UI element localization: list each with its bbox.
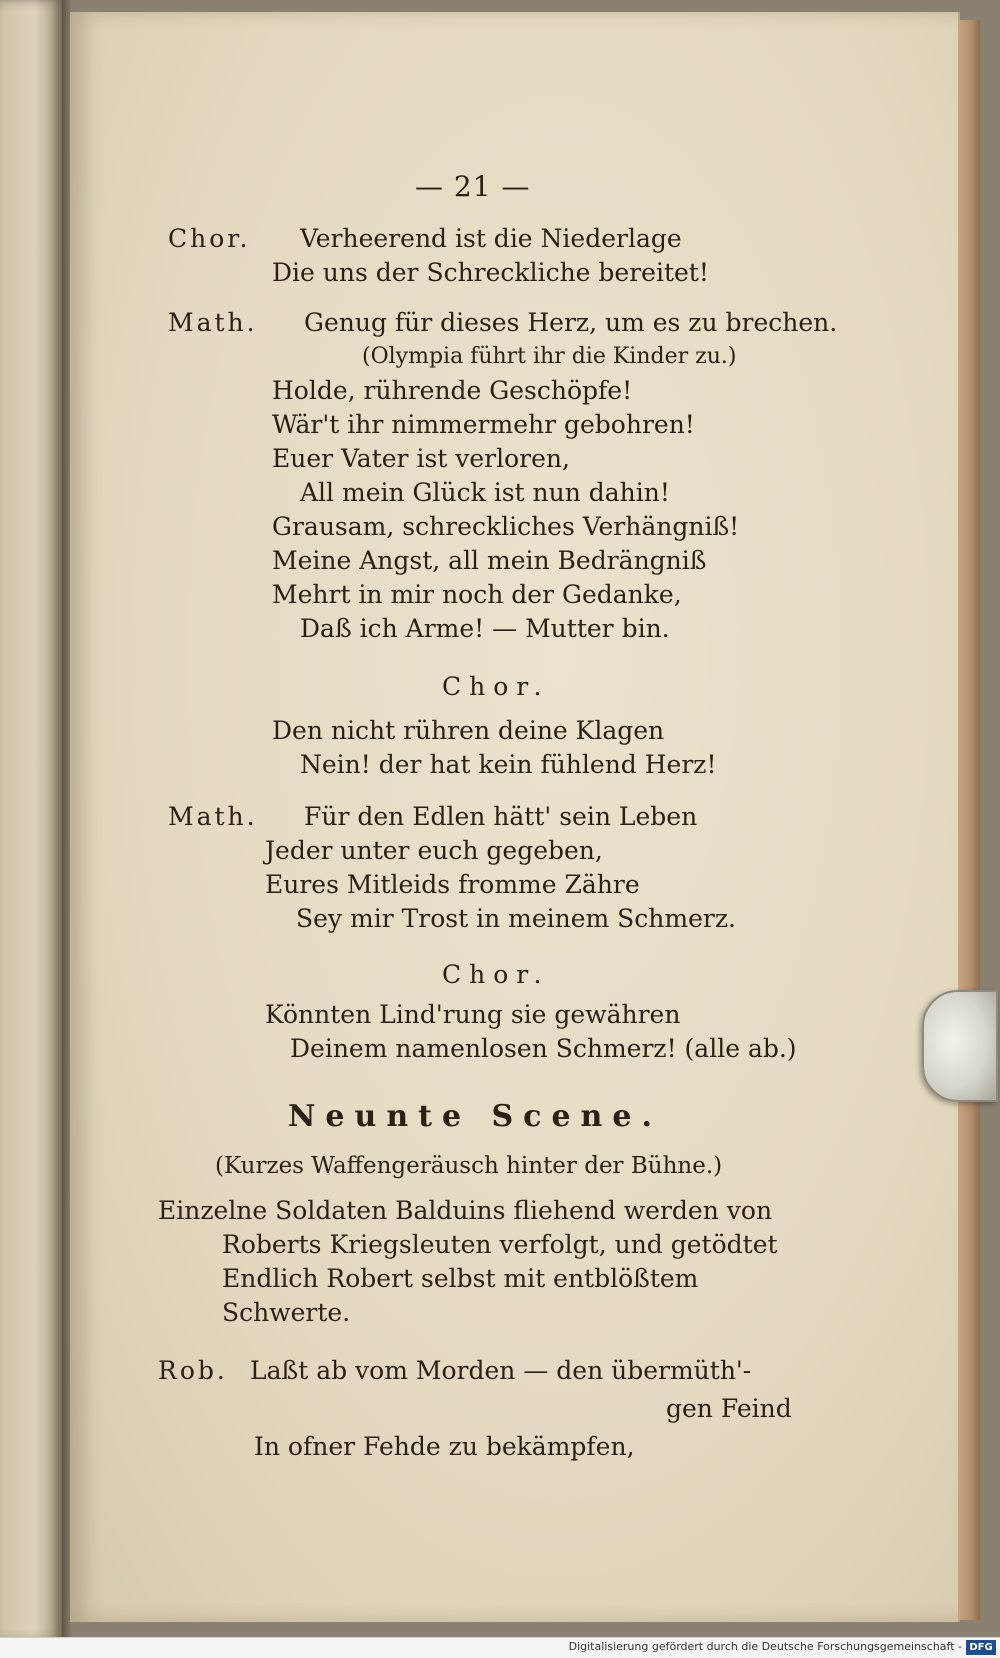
verse-line: gen Feind <box>666 1394 792 1423</box>
verse-line: Könnten Lind'rung sie gewähren <box>265 1000 681 1029</box>
digitization-footer <box>0 1637 1000 1658</box>
verse-line: Die uns der Schreckliche bereitet! <box>272 258 709 287</box>
verse-line: In ofner Fehde zu bekämpfen, <box>254 1432 635 1461</box>
verse-line: Wär't ihr nimmermehr gebohren! <box>272 410 695 439</box>
verse-line: Den nicht rühren deine Klagen <box>272 716 665 745</box>
scene-description-line: Roberts Kriegsleuten verfolgt, und getödtet <box>222 1230 778 1259</box>
footer-credit: Digitalisierung gefördert durch die Deutsche Forschungsgemeinschaft - <box>568 1640 962 1653</box>
verse-line: Holde, rührende Geschöpfe! <box>272 376 633 405</box>
speaker-rob: Rob. <box>158 1356 228 1385</box>
verse-line: Sey mir Trost in meinem Schmerz. <box>296 904 736 933</box>
page-block-edge <box>958 20 980 1620</box>
verse-line: Laßt ab vom Morden — den übermüth'- <box>250 1356 752 1385</box>
verse-line: Mehrt in mir noch der Gedanke, <box>272 580 682 609</box>
left-page-edge <box>0 0 62 1640</box>
verse-line: Jeder unter euch gegeben, <box>265 836 603 865</box>
speaker-chor: Chor. <box>442 960 550 989</box>
speaker-math: Math. <box>168 308 258 337</box>
verse-line: Verheerend ist die Niederlage <box>300 224 682 253</box>
speaker-chor: Chor. <box>442 672 550 701</box>
verse-line: Meine Angst, all mein Bedrängniß <box>272 546 707 575</box>
verse-line: Für den Edlen hätt' sein Leben <box>304 802 698 831</box>
scene-description-line: Schwerte. <box>222 1298 351 1327</box>
verse-line: Nein! der hat kein fühlend Herz! <box>300 750 717 779</box>
speaker-math: Math. <box>168 802 258 831</box>
stage-direction: (Kurzes Waffengeräusch hinter der Bühne.) <box>215 1153 723 1179</box>
speaker-chor: Chor. <box>168 224 251 253</box>
verse-line: Eures Mitleids fromme Zähre <box>265 870 640 899</box>
scene-description-line: Endlich Robert selbst mit entblößtem <box>222 1264 699 1293</box>
verse-line: All mein Glück ist nun dahin! <box>300 478 670 507</box>
verse-line: Grausam, schreckliches Verhängniß! <box>272 512 740 541</box>
scene-title: Neunte Scene. <box>288 1099 662 1134</box>
verse-line: Daß ich Arme! — Mutter bin. <box>300 614 670 643</box>
dfg-logo: DFG <box>966 1640 996 1655</box>
page-clip-icon <box>922 990 998 1102</box>
stage-direction: (Olympia führt ihr die Kinder zu.) <box>362 344 737 369</box>
verse-line: Euer Vater ist verloren, <box>272 444 570 473</box>
scene-description-line: Einzelne Soldaten Balduins fliehend werden von <box>158 1196 773 1225</box>
verse-line: Genug für dieses Herz, um es zu brechen. <box>304 308 838 337</box>
verse-line: Deinem namenlosen Schmerz! (alle ab.) <box>290 1034 797 1063</box>
page-number-header: — 21 — <box>415 170 531 203</box>
